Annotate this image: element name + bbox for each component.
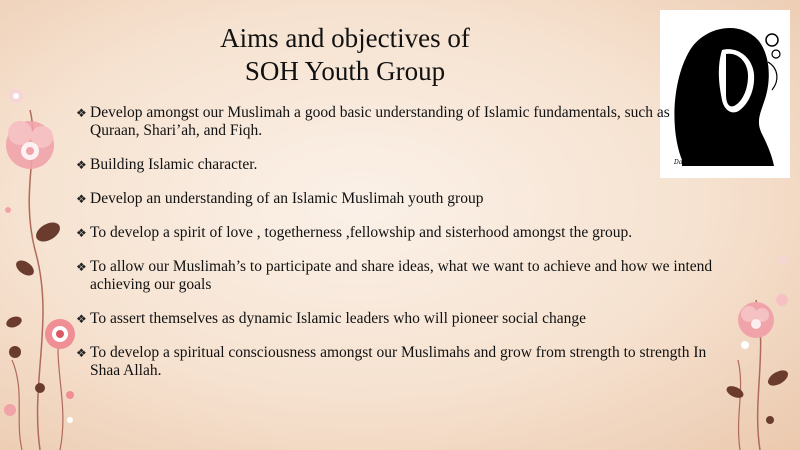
- logo-signature: Dania Sara: [674, 159, 708, 166]
- pink-flower-right: [738, 302, 774, 338]
- objectives-list: [76, 104, 716, 396]
- list-item: [76, 310, 716, 328]
- list-item-text: To assert themselves as dynamic Islamic leaders who will pioneer social change: [90, 310, 587, 327]
- list-item-text: Develop an understanding of an Islamic Muslimah youth group: [90, 190, 484, 207]
- list-item-text: To allow our Muslimah’s to participate and share ideas, what we want to achieve and how we intend achieving our goals: [90, 258, 713, 293]
- bullet-diamond-icon: ❖: [76, 346, 87, 360]
- list-item-text: To develop a spiritual consciousness amongst our Muslimahs and grow from strength to strength In Shaa Allah.: [90, 344, 707, 379]
- list-item-text: Develop amongst our Muslimah a good basic understanding of Islamic fundamentals, such as Quraan, Shari’ah, and Fiqh.: [90, 104, 670, 139]
- list-item: [76, 224, 716, 242]
- bullet-diamond-icon: ❖: [76, 312, 87, 326]
- bullet-diamond-icon: ❖: [76, 226, 87, 240]
- list-item: [76, 156, 716, 174]
- bullet-diamond-icon: ❖: [76, 192, 87, 206]
- list-item-text: Building Islamic character.: [90, 156, 258, 173]
- slide-title-line-1: Aims and objectives of: [220, 23, 470, 53]
- list-item: [76, 258, 716, 294]
- list-item: [76, 104, 716, 140]
- list-item: [76, 344, 716, 380]
- slide-title: [160, 22, 530, 88]
- list-item-text: To develop a spirit of love , togetherness ,fellowship and sisterhood amongst the group.: [90, 224, 633, 241]
- slide-title-line-2: SOH Youth Group: [244, 56, 446, 86]
- list-item: [76, 190, 716, 208]
- bullet-diamond-icon: ❖: [76, 106, 87, 120]
- bullet-diamond-icon: ❖: [76, 260, 87, 274]
- pink-flower-left: [6, 121, 54, 169]
- bullet-diamond-icon: ❖: [76, 158, 87, 172]
